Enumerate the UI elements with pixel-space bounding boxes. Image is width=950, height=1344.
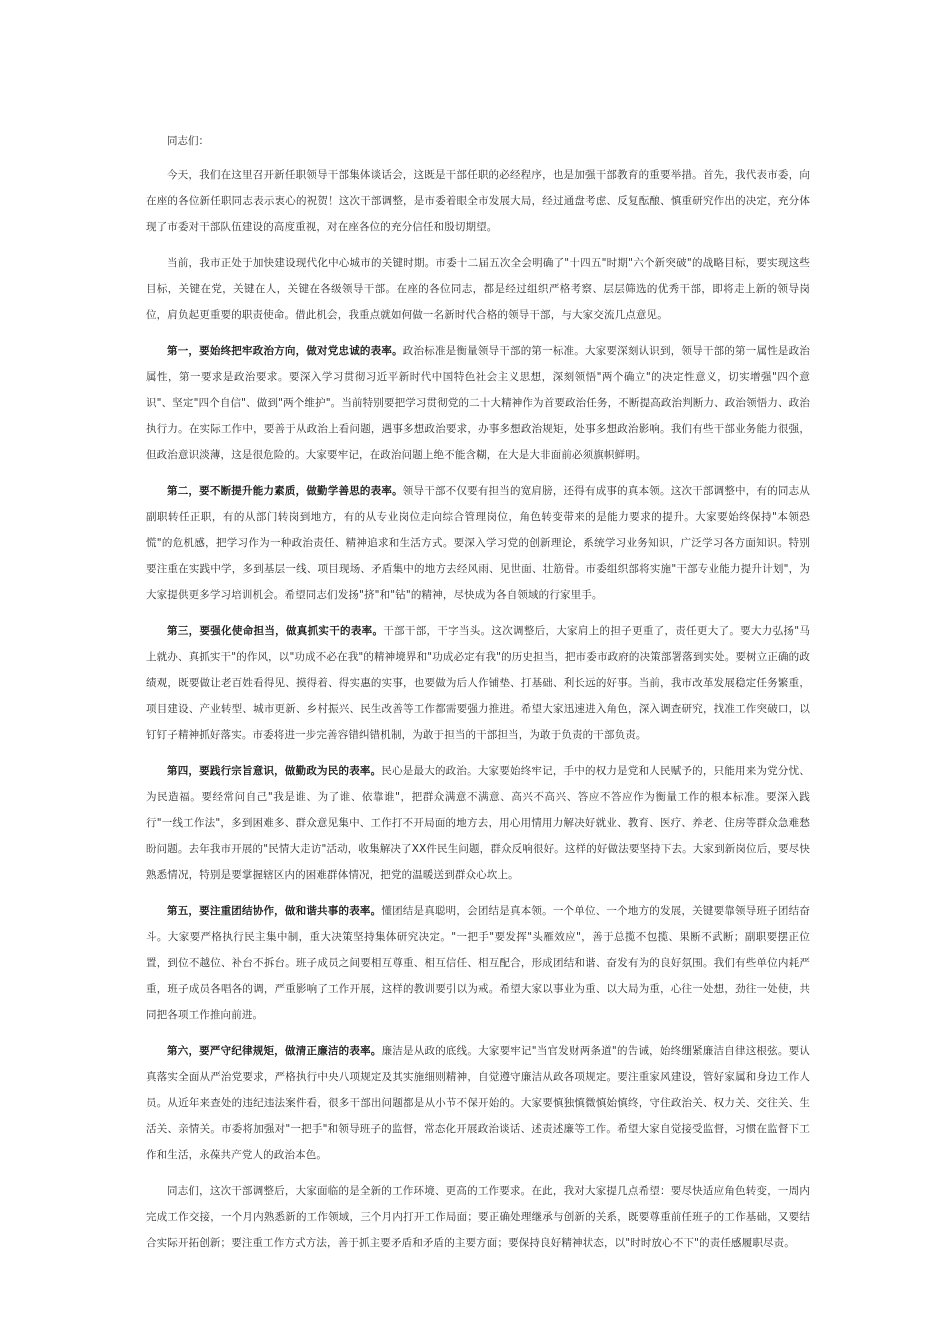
salutation: 同志们： bbox=[167, 135, 209, 147]
paragraph-lead: 第六，要严守纪律规矩，做清正廉洁的表率。 bbox=[167, 1045, 382, 1057]
paragraph-point-3 bbox=[146, 618, 810, 748]
paragraph-point-2 bbox=[146, 478, 810, 608]
paragraph-text: 廉洁是从政的底线。大家要牢记"当官发财两条道"的告诫，始终绷紧廉洁自律这根弦。要认真落实全面从严治党要求，严格执行中央八项规定及其实施细则精神，自觉遵守廉洁从政各项规定。要注重家风建设，管好家属和身边工作人员。从近年来查处的违纪违法案件看，很多干部出问题都是从小节不保开始的。大家要慎独慎微慎始慎终，守住政治关、权力关、交往关、生活关、亲情关。市委将加强对"一把手"和领导班子的监督，常态化开展政治谈话、述责述廉等工作。希望大家自觉接受监督，习惯在监督下工作和生活，永葆共产党人的政治本色。 bbox=[146, 1045, 810, 1161]
paragraph-text: 民心是最大的政治。大家要始终牢记，手中的权力是党和人民赋予的，只能用来为党分忧、为民造福。要经常问自己"我是谁、为了谁、依靠谁"，把群众满意不满意、高兴不高兴、答应不答应作为衡量工作的根本标准。要深入践行"一线工作法"，多到困难多、群众意见集中、工作打不开局面的地方去，用心用情用力解决好就业、教育、医疗、养老、住房等群众急难愁盼问题。去年我市开展的"民情大走访"活动，收集解决了XX件民生问题，群众反响很好。这样的好做法要坚持下去。大家到新岗位后，要尽快熟悉情况，特别是要掌握辖区内的困难群体情况，把党的温暖送到群众心坎上。 bbox=[146, 765, 811, 881]
paragraph-lead: 第四，要践行宗旨意识，做勤政为民的表率。 bbox=[167, 765, 382, 777]
paragraph-text: 干部干部，干字当头。这次调整后，大家肩上的担子更重了，责任更大了。要大力弘扬"马上就办、真抓实干"的作风，以"功成不必在我"的精神境界和"功成必定有我"的历史担当，把市委市政府的决策部署落到实处。要树立正确的政绩观，既要做让老百姓看得见、摸得着、得实惠的实事，也要做为后人作铺垫、打基础、利长远的好事。当前，我市改革发展稳定任务繁重，项目建设、产业转型、城市更新、乡村振兴、民生改善等工作都需要强力推进。希望大家迅速进入角色，深入调查研究，找准工作突破口，以钉钉子精神抓好落实。市委将进一步完善容错纠错机制，为敢于担当的干部担当，为敢于负责的干部负责。 bbox=[146, 625, 811, 741]
paragraph-text: 当前，我市正处于加快建设现代化中心城市的关键时期。市委十二届五次全会明确了"十四五"时期"六个新突破"的战略目标，要实现这些目标，关键在党，关键在人，关键在各级领导干部。在座的各位同志，都是经过组织严格考察、层层筛选的优秀干部，即将走上新的领导岗位，肩负起更重要的职责使命。借此机会，我重点就如何做一名新时代合格的领导干部，与大家交流几点意见。 bbox=[146, 257, 810, 321]
paragraph-lead: 第三，要强化使命担当，做真抓实干的表率。 bbox=[167, 625, 384, 637]
paragraph-point-6 bbox=[146, 1038, 810, 1168]
paragraph-point-5 bbox=[146, 898, 810, 1028]
paragraph-lead: 第二，要不断提升能力素质，做勤学善思的表率。 bbox=[167, 485, 403, 497]
paragraph-text: 领导干部不仅要有担当的宽肩膀，还得有成事的真本领。这次干部调整中，有的同志从副职转任正职，有的从部门转岗到地方，有的从专业岗位走向综合管理岗位，角色转变带来的是能力要求的提升。大家要始终保持"本领恐慌"的危机感，把学习作为一种政治责任、精神追求和生活方式。要深入学习党的创新理论，系统学习业务知识，广泛学习各方面知识。特别要注重在实践中学，多到基层一线、项目现场、矛盾集中的地方去经风雨、见世面、壮筋骨。市委组织部将实施"干部专业能力提升计划"，为大家提供更多学习培训机会。希望同志们发扬"挤"和"钻"的精神，尽快成为各自领域的行家里手。 bbox=[146, 485, 810, 601]
paragraph-text: 懂团结是真聪明，会团结是真本领。一个单位、一个地方的发展，关键要靠领导班子团结奋斗。大家要严格执行民主集中制，重大决策坚持集体研究决定。"一把手"要发挥"头雁效应"，善于总揽不包揽、果断不武断；副职要摆正位置，到位不越位、补台不拆台。班子成员之间要相互尊重、相互信任、相互配合，形成团结和谐、奋发有为的良好氛围。我们有些单位内耗严重，班子成员各唱各的调，严重影响了工作开展，这样的教训要引以为戒。希望大家以事业为重、以大局为重，心往一处想，劲往一处使，共同把各项工作推向前进。 bbox=[146, 905, 811, 1021]
paragraph-opening bbox=[146, 162, 810, 240]
paragraph-text: 今天，我们在这里召开新任职领导干部集体谈话会，这既是干部任职的必经程序，也是加强干部教育的重要举措。首先，我代表市委，向在座的各位新任职同志表示衷心的祝贺！这次干部调整，是市委着眼全市发展大局，经过通盘考虑、反复酝酿、慎重研究作出的决定，充分体现了市委对干部队伍建设的高度重视，对在座各位的充分信任和殷切期望。 bbox=[146, 169, 810, 233]
paragraph-text: 同志们，这次干部调整后，大家面临的是全新的工作环境、更高的工作要求。在此，我对大家提几点希望：要尽快适应角色转变，一周内完成工作交接，一个月内熟悉新的工作领域，三个月内打开工作局面；要正确处理继承与创新的关系，既要尊重前任班子的工作基础，又要结合实际开拓创新；要注重工作方式方法，善于抓主要矛盾和矛盾的主要方面；要保持良好精神状态，以"时时放心不下"的责任感履职尽责。 bbox=[146, 1185, 810, 1249]
paragraph-point-1 bbox=[146, 338, 810, 468]
paragraph-lead: 第五，要注重团结协作，做和谐共事的表率。 bbox=[167, 905, 382, 917]
paragraph-text: 政治标准是衡量领导干部的第一标准。大家要深刻认识到，领导干部的第一属性是政治属性，第一要求是政治要求。要深入学习贯彻习近平新时代中国特色社会主义思想，深刻领悟"两个确立"的决定性意义，切实增强"四个意识"、坚定"四个自信"、做到"两个维护"。当前特别要把学习贯彻党的二十大精神作为首要政治任务，不断提高政治判断力、政治领悟力、政治执行力。在实际工作中，要善于从政治上看问题，遇事多想政治要求，办事多想政治规矩，处事多想政治影响。我们有些干部业务能力很强，但政治意识淡薄，这是很危险的。大家要牢记，在政治问题上绝不能含糊，在大是大非面前必须旗帜鲜明。 bbox=[146, 345, 810, 461]
paragraph-point-4 bbox=[146, 758, 810, 888]
paragraph-closing bbox=[146, 1178, 810, 1256]
paragraph-context bbox=[146, 250, 810, 328]
document-page bbox=[146, 128, 810, 1266]
paragraph-lead: 第一，要始终把牢政治方向，做对党忠诚的表率。 bbox=[167, 345, 403, 357]
